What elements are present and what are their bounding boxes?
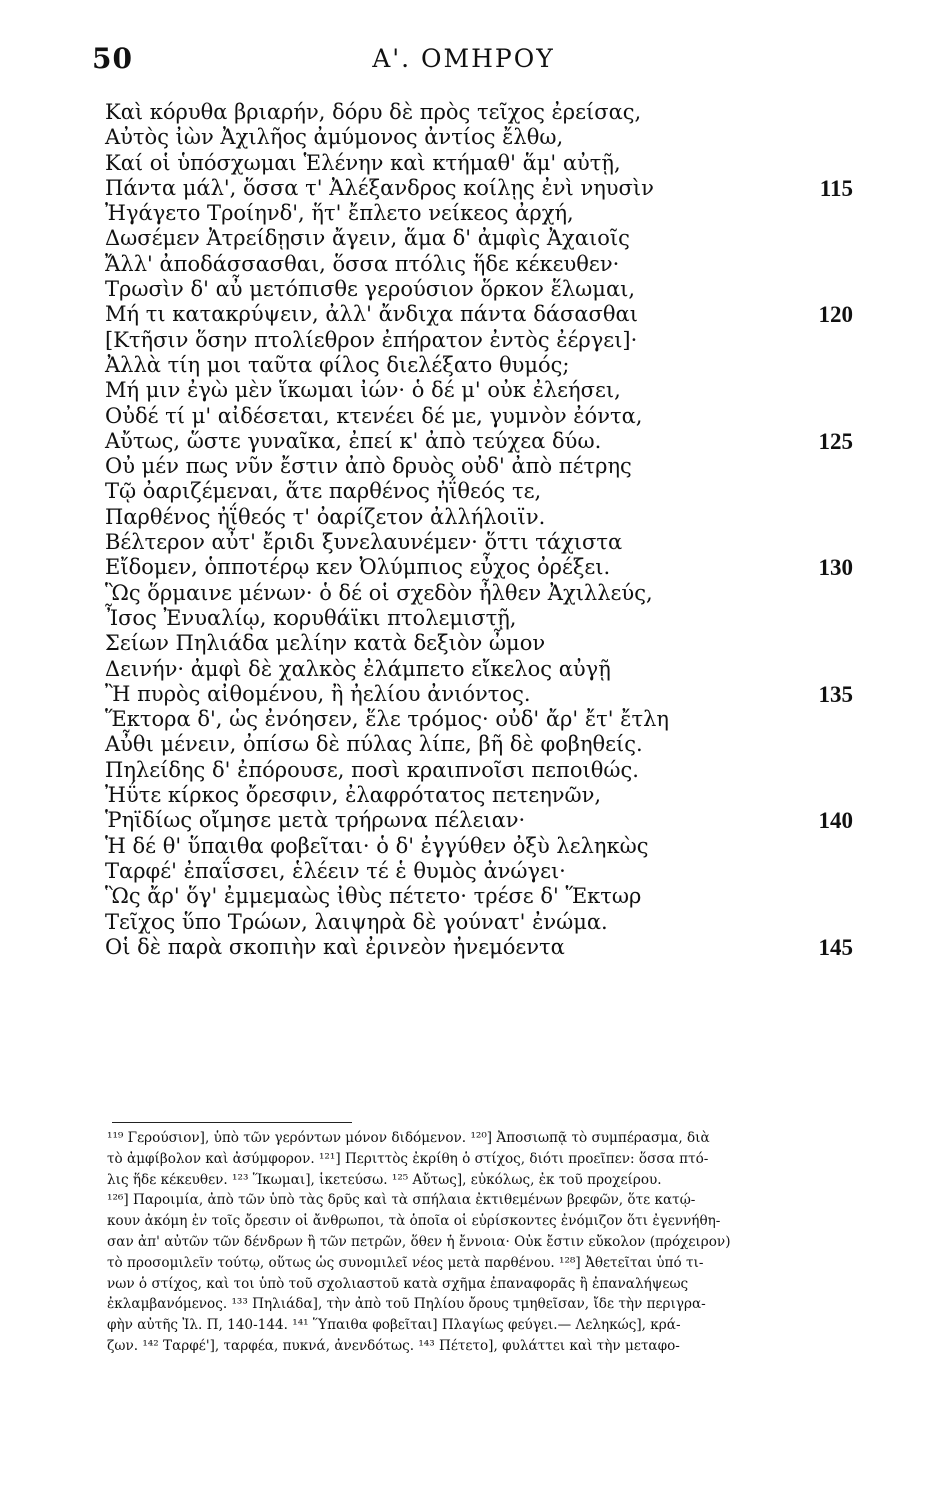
- footnote-line: σαν ἀπ' αὐτῶν τῶν δένδρων ἢ τῶν πετρῶν, ὅθεν ἡ ἔννοια· Οὐκ ἔστιν εὔκολον (πρόχειρον): [107, 1233, 731, 1250]
- verse-line: [105, 631, 855, 656]
- footnote-rule: [112, 1122, 352, 1123]
- footnotes-block: [107, 1128, 852, 1357]
- verse-line: [105, 783, 855, 808]
- verse-line: [105, 252, 855, 277]
- verse-text: Καί οἱ ὑπόσχωμαι Ἑλένην καὶ κτήμαθ' ἅμ' αὐτῇ,: [105, 150, 621, 175]
- verse-line: [105, 606, 855, 631]
- verse-line: [105, 151, 855, 176]
- verse-line: [105, 530, 855, 555]
- line-number: 140: [818, 808, 853, 834]
- page-number: 50: [92, 42, 133, 75]
- line-number: 125: [818, 428, 853, 454]
- footnote-line: ¹²⁶] Παροιμία, ἀπὸ τῶν ὑπὸ τὰς δρῦς καὶ τὰ σπήλαια ἐκτιθεμένων βρεφῶν, ὅτε κατῴ-: [107, 1192, 696, 1209]
- verse-line: [105, 378, 855, 403]
- footnote-line: κουν ἀκόμη ἐν τοῖς ὄρεσιν οἱ ἄνθρωποι, τὰ ὁποῖα οἱ εὑρίσκοντες ἐνόμιζον ὅτι ἐγεννήθη-: [107, 1213, 721, 1230]
- verse-text: Μή μιν ἐγὼ μὲν ἵκωμαι ἰών· ὁ δέ μ' οὐκ ἐλεήσει,: [105, 378, 621, 403]
- verse-text: Τῷ ὀαριζέμεναι, ἅτε παρθένος ἠΐθεός τε,: [105, 479, 542, 504]
- verse-text: Ταρφέ' ἐπαΐσσει, ἑλέειν τέ ἑ θυμὸς ἀνώγει·: [105, 858, 566, 883]
- verse-block: [105, 100, 855, 960]
- verse-text: Ἄλλ' ἀποδάσσασθαι, ὅσσα πτόλις ἥδε κέκευθεν·: [105, 251, 620, 276]
- verse-line: [105, 555, 855, 580]
- verse-line: [105, 581, 855, 606]
- verse-line: [105, 429, 855, 454]
- line-number: 145: [818, 934, 853, 960]
- verse-text: Ὣς ὅρμαινε μένων· ὁ δέ οἱ σχεδὸν ἦλθεν Ἀχιλλεύς,: [105, 580, 653, 605]
- verse-text: Μή τι κατακρύψειν, ἀλλ' ἄνδιχα πάντα δάσασθαι: [105, 302, 638, 327]
- verse-line: [105, 707, 855, 732]
- verse-line: [105, 201, 855, 226]
- verse-line: [105, 859, 855, 884]
- footnote-line: νων ὁ στίχος, καὶ τοι ὑπὸ τοῦ σχολιαστοῦ κατὰ σχῆμα ἐπαναφορᾶς ἢ ἐπαναλήψεως: [107, 1275, 689, 1292]
- verse-text: Παρθένος ἠΐθεός τ' ὀαρίζετον ἀλλήλοιϊν.: [105, 504, 546, 529]
- verse-text: Ἡ δέ θ' ὕπαιθα φοβεῖται· ὁ δ' ἐγγύθεν ὀξὺ λεληκὼς: [105, 833, 649, 858]
- footnote-line: τὸ ἀμφίβολον καὶ ἀσύμφορον. ¹²¹] Περιττὸς ἐκρίθη ὁ στίχος, διότι προεῖπεν: ὅσσα πτό-: [107, 1150, 709, 1167]
- line-number: 135: [818, 681, 853, 707]
- footnote-line: τὸ προσομιλεῖν τούτῳ, οὕτως ὡς συνομιλεῖ νέος μετὰ παρθένου. ¹²⁸] Ἀθετεῖται ὑπό τι-: [107, 1254, 704, 1271]
- verse-line: [105, 454, 855, 479]
- verse-line: [105, 834, 855, 859]
- verse-line: [105, 125, 855, 150]
- verse-line: [105, 657, 855, 682]
- verse-line: [105, 353, 855, 378]
- verse-line: [105, 884, 855, 909]
- verse-text: Οὐδέ τί μ' αἰδέσεται, κτενέει δέ με, γυμνὸν ἐόντα,: [105, 403, 643, 428]
- verse-text: Πηλείδης δ' ἐπόρουσε, ποσὶ κραιπνοῖσι πεποιθώς.: [105, 757, 639, 782]
- footnote-line: λις ἥδε κέκευθεν. ¹²³ Ἵκωμαι], ἱκετεύσω. ¹²⁵ Αὔτως], εὐκόλως, ἐκ τοῦ προχείρου.: [107, 1171, 662, 1188]
- verse-text: Βέλτερον αὖτ' ἔριδι ξυνελαυνέμεν· ὅττι τάχιστα: [105, 530, 623, 555]
- verse-text: Οἱ δὲ παρὰ σκοπιὴν καὶ ἐρινεὸν ἠνεμόεντα: [105, 934, 565, 959]
- verse-line: [105, 302, 855, 327]
- verse-text: Ὣς ἄρ' ὅγ' ἐμμεμαὼς ἰθὺς πέτετο· τρέσε δ' Ἕκτωρ: [105, 884, 642, 909]
- page-header: [0, 40, 927, 80]
- verse-line: [105, 682, 855, 707]
- line-number: 130: [818, 555, 853, 581]
- verse-line: [105, 758, 855, 783]
- verse-text: Δεινήν· ἀμφὶ δὲ χαλκὸς ἐλάμπετο εἴκελος αὐγῇ: [105, 656, 611, 681]
- footnote-line: ἐκλαμβανόμενος. ¹³³ Πηλιάδα], τὴν ἀπὸ τοῦ Πηλίου ὄρους τμηθεῖσαν, ἴδε τὴν περιγρα-: [107, 1296, 706, 1313]
- verse-text: Τεῖχος ὕπο Τρώων, λαιψηρὰ δὲ γούνατ' ἐνώμα.: [105, 909, 608, 934]
- verse-text: Αὐτὸς ἰὼν Ἀχιλῆος ἀμύμονος ἀντίος ἔλθω,: [105, 125, 564, 150]
- verse-text: Ἠΰτε κίρκος ὄρεσφιν, ἐλαφρότατος πετεηνῶν,: [105, 783, 602, 808]
- verse-text: Καὶ κόρυθα βριαρήν, δόρυ δὲ πρὸς τεῖχος ἐρείσας,: [105, 100, 642, 124]
- verse-text: Ἕκτορα δ', ὡς ἐνόησεν, ἕλε τρόμος· οὐδ' ἄρ' ἔτ' ἔτλη: [105, 707, 669, 732]
- verse-text: Ἠγάγετο Τροίηνδ', ἥτ' ἔπλετο νείκεος ἀρχή,: [105, 201, 574, 226]
- verse-line: [105, 277, 855, 302]
- verse-text: Ῥηϊδίως οἴμησε μετὰ τρήρωνα πέλειαν·: [105, 808, 526, 833]
- verse-text: Δωσέμεν Ἀτρείδῃσιν ἄγειν, ἅμα δ' ἀμφὶς Ἀχαιοῖς: [105, 226, 630, 251]
- verse-text: Ἢ πυρὸς αἰθομένου, ἢ ἠελίου ἀνιόντος.: [105, 681, 531, 706]
- verse-line: [105, 808, 855, 833]
- line-number: 120: [818, 302, 853, 328]
- verse-text: Σείων Πηλιάδα μελίην κατὰ δεξιὸν ὦμον: [105, 631, 546, 656]
- verse-text: Αὖθι μένειν, ὀπίσω δὲ πύλας λίπε, βῆ δὲ φοβηθείς.: [105, 732, 643, 757]
- verse-text: Τρωσὶν δ' αὖ μετόπισθε γερούσιον ὅρκον ἕλωμαι,: [105, 277, 636, 302]
- verse-line: [105, 176, 855, 201]
- verse-text: [Κτῆσιν ὅσην πτολίεθρον ἐπήρατον ἐντὸς ἐέργει]·: [105, 327, 638, 352]
- footnote-line: ¹¹⁹ Γερούσιον], ὑπὸ τῶν γερόντων μόνον διδόμενον. ¹²⁰] Ἀποσιωπᾷ τὸ συμπέρασμα, διὰ: [107, 1130, 710, 1146]
- verse-line: [105, 935, 855, 960]
- verse-line: [105, 505, 855, 530]
- verse-text: Εἴδομεν, ὁπποτέρῳ κεν Ὀλύμπιος εὖχος ὀρέξει.: [105, 555, 611, 580]
- verse-text: Ἶσος Ἐνυαλίῳ, κορυθάϊκι πτολεμιστῇ,: [105, 605, 517, 630]
- footnote-line: ζων. ¹⁴² Ταρφέ'], ταρφέα, πυκνά, ἀνενδότως. ¹⁴³ Πέτετο], φυλάττει καὶ τὴν μεταφο-: [107, 1337, 680, 1354]
- verse-line: [105, 100, 855, 125]
- line-number: 115: [819, 175, 853, 201]
- verse-text: Οὐ μέν πως νῦν ἔστιν ἀπὸ δρυὸς οὐδ' ἀπὸ πέτρης: [105, 454, 632, 479]
- verse-text: Πάντα μάλ', ὅσσα τ' Ἀλέξανδρος κοίλῃς ἐνὶ νηυσὶν: [105, 175, 654, 200]
- verse-line: [105, 226, 855, 251]
- footnote-line: φὴν αὐτῆς Ἰλ. Π, 140-144. ¹⁴¹ Ὕπαιθα φοβεῖται] Πλαγίως φεύγει.— Λεληκώς], κρά-: [107, 1317, 681, 1334]
- verse-line: [105, 328, 855, 353]
- verse-line: [105, 910, 855, 935]
- verse-line: [105, 479, 855, 504]
- verse-line: [105, 732, 855, 757]
- verse-text: Αὔτως, ὥστε γυναῖκα, ἐπεί κ' ἀπὸ τεύχεα δύω.: [105, 428, 602, 453]
- verse-text: Ἀλλὰ τίη μοι ταῦτα φίλος διελέξατο θυμός;: [105, 352, 570, 377]
- running-head: Α'. ΟΜΗΡΟΥ: [372, 44, 555, 73]
- verse-line: [105, 404, 855, 429]
